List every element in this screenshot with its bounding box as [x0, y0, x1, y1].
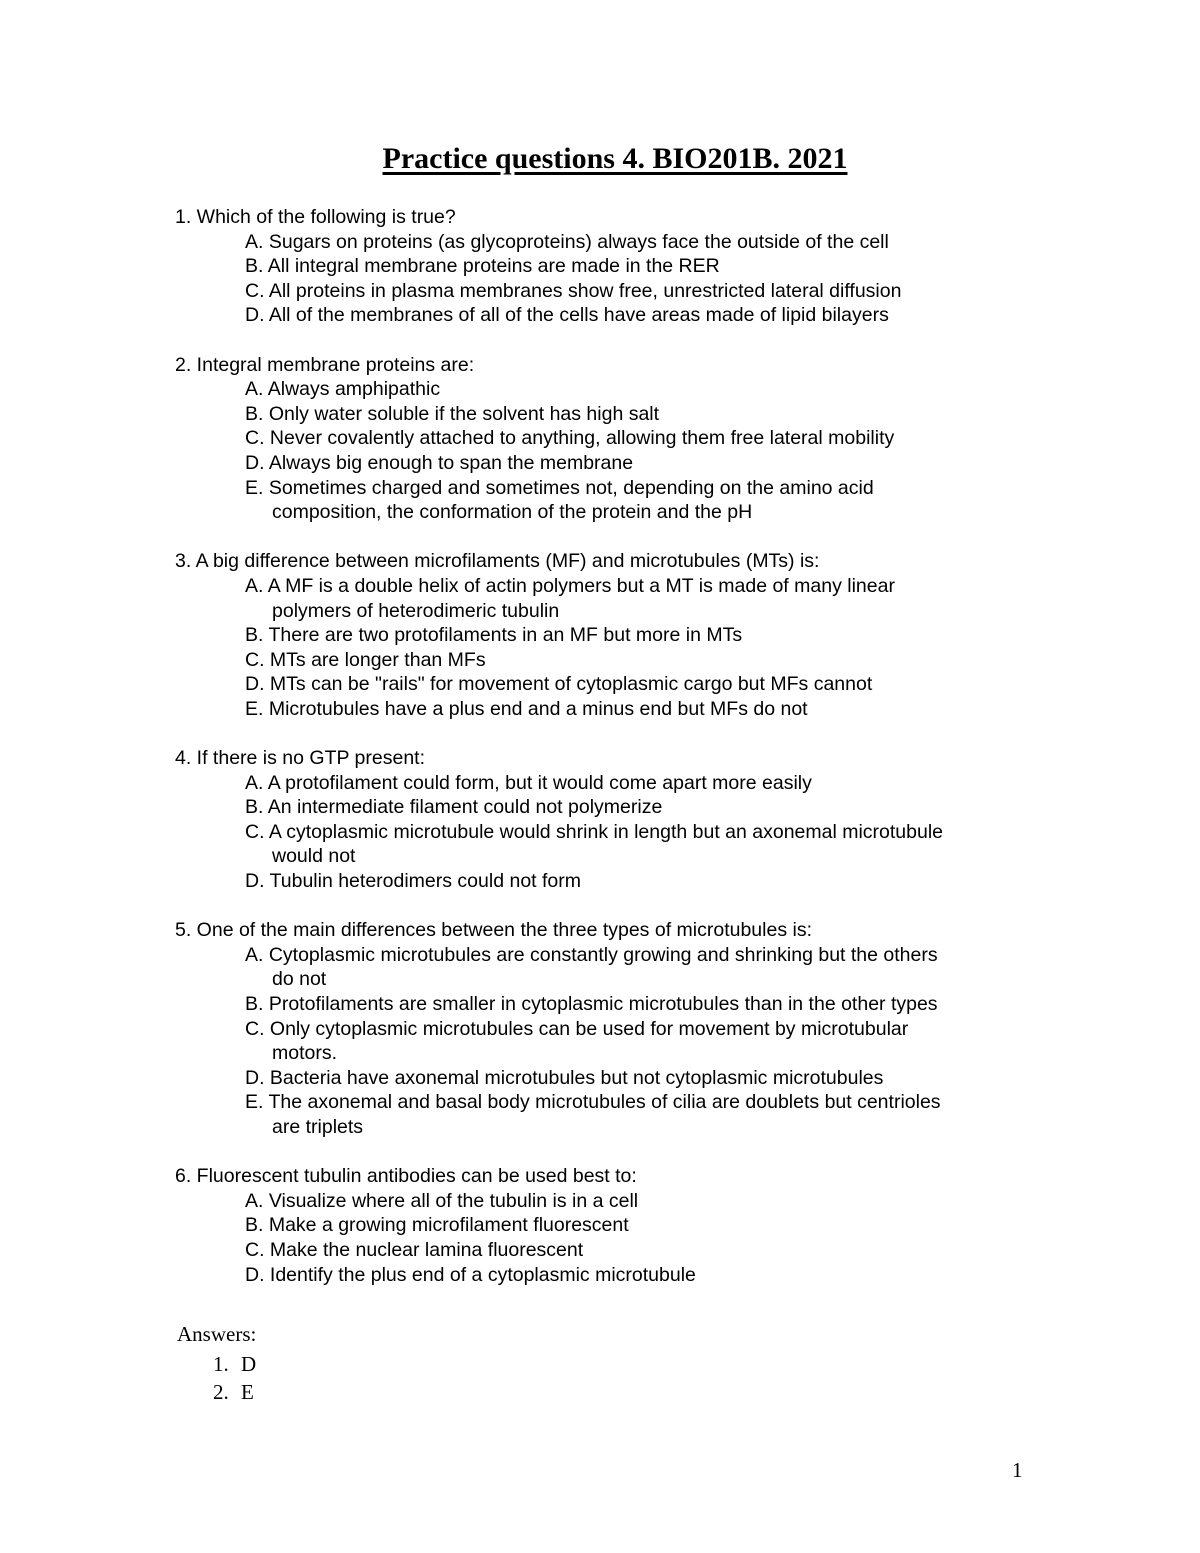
answer-option: B. All integral membrane proteins are made in the RER: [245, 255, 720, 278]
answer-option: C. A cytoplasmic microtubule would shrink in length but an axonemal microtubule: [245, 820, 944, 843]
answer-option: A. Cytoplasmic microtubules are constantly growing and shrinking but the others: [245, 943, 938, 966]
answer-option: D. Identify the plus end of a cytoplasmic microtubule: [245, 1263, 696, 1286]
answer-option-continuation: polymers of heterodimeric tubulin: [272, 599, 560, 622]
question-6: [175, 1164, 1175, 1287]
question-list: [175, 205, 1175, 1312]
answer-option: A. A MF is a double helix of actin polymers but a MT is made of many linear: [245, 574, 895, 597]
answer-option: E. Sometimes charged and sometimes not, depending on the amino acid: [245, 476, 874, 499]
answer-option: B. Protofilaments are smaller in cytoplasmic microtubules than in the other types: [245, 993, 938, 1015]
answer-option: E. The axonemal and basal body microtubules of cilia are doublets but centrioles: [245, 1091, 941, 1114]
answer-option: C. Only cytoplasmic microtubules can be used for movement by microtubular: [245, 1017, 909, 1040]
answer-item: [213, 1350, 256, 1378]
answer-number: 1.: [213, 1352, 229, 1376]
answer-option: D. Bacteria have axonemal microtubules but not cytoplasmic microtubules: [245, 1066, 884, 1089]
answer-option: A. Sugars on proteins (as glycoproteins) always face the outside of the cell: [245, 230, 889, 253]
answer-option: A. A protofilament could form, but it would come apart more easily: [245, 771, 812, 794]
answer-option: D. Tubulin heterodimers could not form: [245, 870, 581, 893]
page-title: Practice questions 4. BIO201B. 2021: [382, 142, 848, 175]
answer-option-continuation: motors.: [272, 1042, 338, 1065]
answer-option: D. All of the membranes of all of the cells have areas made of lipid bilayers: [245, 304, 889, 327]
question-5: [175, 918, 1175, 1139]
answer-option: E. Microtubules have a plus end and a minus end but MFs do not: [245, 697, 808, 720]
answer-option-continuation: are triplets: [272, 1115, 364, 1138]
answer-option: C. Make the nuclear lamina fluorescent: [245, 1238, 584, 1261]
answer-value: E: [241, 1380, 254, 1404]
answer-option-continuation: would not: [272, 845, 356, 868]
question-3: [175, 549, 1175, 721]
answer-item: [213, 1378, 256, 1406]
answer-list: [213, 1350, 256, 1406]
answer-option: A. Visualize where all of the tubulin is in a cell: [245, 1189, 639, 1212]
question-stem: 2. Integral membrane proteins are:: [175, 353, 475, 376]
answer-option: A. Always amphipathic: [245, 378, 441, 401]
answer-option: C. MTs are longer than MFs: [245, 648, 486, 671]
question-stem: 4. If there is no GTP present:: [175, 747, 426, 770]
answers-heading: Answers:: [177, 1322, 257, 1346]
question-4: [175, 746, 1175, 894]
answer-option-continuation: do not: [272, 968, 327, 991]
question-stem: 6. Fluorescent tubulin antibodies can be used best to:: [175, 1165, 637, 1188]
question-stem: 5. One of the main differences between the three types of microtubules is:: [175, 919, 812, 942]
answer-option: C. Never covalently attached to anything, allowing them free lateral mobility: [245, 427, 895, 450]
answer-option: B. An intermediate filament could not polymerize: [245, 796, 663, 819]
answer-option: D. MTs can be "rails" for movement of cytoplasmic cargo but MFs cannot: [245, 673, 873, 696]
answer-number: 2.: [213, 1380, 229, 1404]
answer-option-continuation: composition, the conformation of the protein and the pH: [272, 501, 753, 524]
question-2: [175, 353, 1175, 525]
answer-option: B. There are two protofilaments in an MF but more in MTs: [245, 624, 743, 647]
answer-option: B. Only water soluble if the solvent has high salt: [245, 402, 660, 425]
answer-option: D. Always big enough to span the membrane: [245, 451, 634, 474]
answer-option: C. All proteins in plasma membranes show free, unrestricted lateral diffusion: [245, 279, 902, 302]
answer-value: D: [241, 1352, 257, 1376]
page-number: 1: [1012, 1458, 1023, 1482]
answer-option: B. Make a growing microfilament fluorescent: [245, 1214, 629, 1237]
question-stem: 3. A big difference between microfilaments (MF) and microtubules (MTs) is:: [175, 550, 820, 573]
question-stem: 1. Which of the following is true?: [175, 206, 456, 228]
question-1: [175, 205, 1175, 328]
